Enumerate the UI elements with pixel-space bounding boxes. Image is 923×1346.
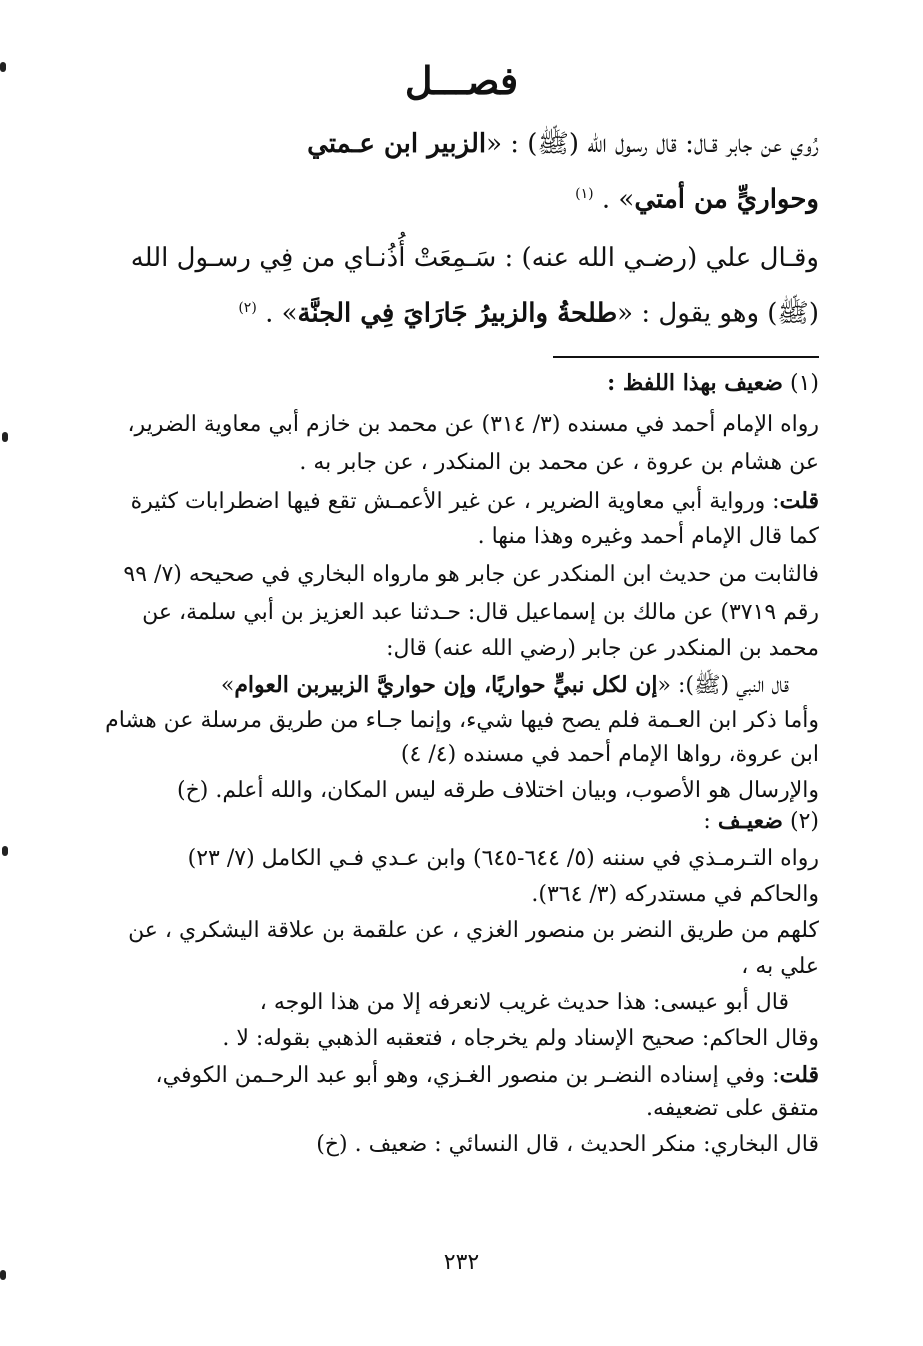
main-text: (ﷺ) وهو يقول : « <box>617 298 819 329</box>
page-number: ٢٣٢ <box>443 1250 480 1275</box>
footnote-line: كما قال الإمام أحمد وغيره وهذا منها . <box>477 524 819 549</box>
quote-close: » <box>220 673 235 698</box>
footnote-line: كلهم من طريق النضر بن منصور الغزي ، عن علقمة بن علاقة اليشكري ، عن <box>128 918 819 943</box>
section-title: فصـــل <box>404 58 519 103</box>
footnote-ref-2: (٢) <box>238 300 257 316</box>
qultu-label: قلت <box>779 1062 819 1088</box>
footnote-line <box>131 486 819 517</box>
main-paragraph-2-line-2 <box>238 290 819 332</box>
footnote-text: : وفي إسناده النضـر بن منصور الغـزي، وهو أبو عبد الرحـمن الكوفي، <box>155 1063 780 1088</box>
footnote-line: والحاكم في مستدركه (٣/ ٣٦٤). <box>531 882 819 907</box>
footnote-line: قال أبو عيسى: هذا حديث غريب لانعرفه إلا من هذا الوجه ، <box>259 990 789 1015</box>
footnote-ref-1: (١) <box>575 186 594 202</box>
footnote-2-heading <box>703 806 819 837</box>
hadith-quote: إن لكل نبيٍّ حواريًا، وإن حواريَّ الزبيربن العوام <box>234 672 658 698</box>
footnote-colon: : <box>703 809 711 834</box>
hadith-quote: وحواريٍّ من أمتي <box>634 184 819 215</box>
quote-close: » . <box>601 184 635 215</box>
main-paragraph-1-line-2 <box>575 176 819 218</box>
footnote-line <box>221 670 789 701</box>
qultu-label: قلت <box>779 488 819 514</box>
scan-mark <box>0 62 6 72</box>
quote-close: » . <box>265 298 298 329</box>
footnote-grade: ضعيـف <box>717 808 783 834</box>
main-paragraph-1-line-1 <box>307 126 819 162</box>
footnote-line: عن هشام بن عروة ، عن محمد بن المنكدر ، عن جابر به . <box>299 450 819 475</box>
main-paragraph-2-line-1: وقـال علي (رضـي الله عنه) : سَـمِعَتْ أُذُنـاي من فِي رسـول الله <box>130 243 819 273</box>
scan-mark <box>2 846 8 856</box>
footnote-line: رواه الإمام أحمد في مسنده (٣/ ٣١٤) عن محمد بن خازم أبي معاوية الضرير، <box>127 412 819 437</box>
footnote-number: (١) <box>789 371 819 396</box>
footnote-line: متفق على تضعيفه. <box>645 1096 819 1121</box>
footnote-line: رقم ٣٧١٩) عن مالك بن إسماعيل قال: حـدثنا عبد العزيز بن أبي سلمة، عن <box>142 600 819 625</box>
footnote-line: فالثابت من حديث ابن المنكدر عن جابر هو مارواه البخاري في صحيحه (٧/ ٩٩ <box>123 562 819 587</box>
footnote-line: والإرسال هو الأصوب، وبيان اختلاف طرقه ليس المكان، والله أعلم. (خ) <box>176 778 819 803</box>
footnote-separator <box>553 356 819 358</box>
scan-mark <box>2 432 8 442</box>
footnote-line: علي به ، <box>741 954 819 979</box>
scan-mark <box>0 1270 6 1280</box>
footnote-line: وقال الحاكم: صحيح الإسناد ولم يخرجاه ، فتعقبه الذهبي بقوله: لا . <box>222 1026 819 1051</box>
footnote-line: رواه التـرمـذي في سننه (٥/ ٦٤٤-٦٤٥) وابن عـدي فـي الكامل (٧/ ٢٣) <box>187 846 819 871</box>
footnote-1-heading <box>607 368 819 399</box>
footnote-text: : ورواية أبي معاوية الضرير ، عن غير الأعمـش تقع فيها اضطرابات كثيرة <box>130 489 780 514</box>
footnote-line: قال البخاري: منكر الحديث ، قال النسائي : ضعيف . (خ) <box>316 1132 819 1157</box>
hadith-quote: الزبير ابن عـمتي <box>307 129 487 159</box>
hadith-quote: طلحةُ والزبيرُ جَارَايَ فِي الجنَّة <box>297 298 618 329</box>
main-text: رُوي عن جابر قـال: قال رسول الله (ﷺ) : « <box>486 129 819 159</box>
footnote-number: (٢) <box>789 809 819 834</box>
footnote-text: قال النبي (ﷺ): « <box>657 673 789 698</box>
footnote-line <box>156 1060 820 1091</box>
footnote-line: محمد بن المنكدر عن جابر (رضي الله عنه) قال: <box>386 636 819 661</box>
footnote-line: ابن عروة، رواها الإمام أحمد في مسنده (٤/ ٤) <box>400 742 819 767</box>
footnote-grade: ضعيف بهذا اللفظ : <box>607 370 783 396</box>
footnote-line: وأما ذكر ابن العـمة فلم يصح فيها شيء، وإنما جـاء من طريق مرسلة عن هشام <box>105 708 819 733</box>
